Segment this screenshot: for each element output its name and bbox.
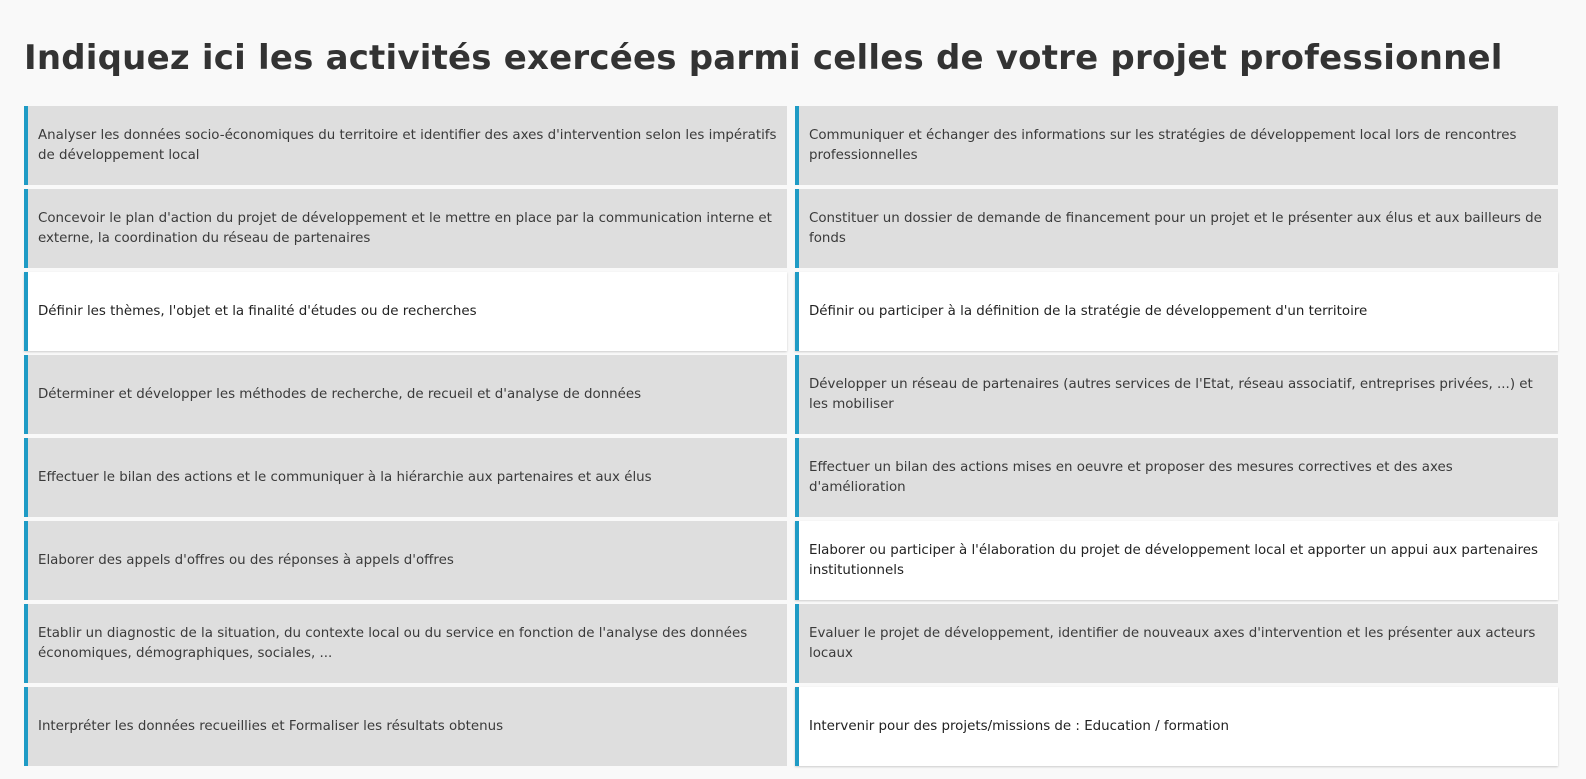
activity-tile[interactable] <box>24 272 787 351</box>
activity-label: Elaborer ou participer à l'élaboration du projet de développement local et apporter un appui aux partenaires institutionnels <box>809 542 1538 578</box>
activity-label: Déterminer et développer les méthodes de recherche, de recueil et d'analyse de données <box>38 386 642 402</box>
activity-label: Intervenir pour des projets/missions de : Education / formation <box>809 718 1229 734</box>
activity-label: Définir ou participer à la définition de la stratégie de développement d'un territoire <box>809 303 1368 319</box>
activity-tile[interactable] <box>24 189 787 268</box>
activity-tile[interactable] <box>24 521 787 600</box>
activity-label: Constituer un dossier de demande de financement pour un projet et le présenter aux élus et aux bailleurs de fonds <box>809 210 1542 246</box>
activity-label: Effectuer un bilan des actions mises en oeuvre et proposer des mesures correctives et des axes d'amélioration <box>809 459 1453 495</box>
page-title: Indiquez ici les activités exercées parmi celles de votre projet professionnel <box>24 38 1503 78</box>
activity-label: Effectuer le bilan des actions et le communiquer à la hiérarchie aux partenaires et aux élus <box>38 469 652 485</box>
activity-label: Interpréter les données recueillies et Formaliser les résultats obtenus <box>38 718 504 734</box>
activity-tile[interactable] <box>24 687 787 766</box>
activity-label: Développer un réseau de partenaires (autres services de l'Etat, réseau associatif, entreprises privées, ...) et les mobiliser <box>809 376 1533 412</box>
activity-label: Concevoir le plan d'action du projet de développement et le mettre en place par la communication interne et externe, la coordination du réseau de partenaires <box>38 210 772 246</box>
activity-label: Elaborer des appels d'offres ou des réponses à appels d'offres <box>38 552 454 568</box>
activity-label: Communiquer et échanger des informations sur les stratégies de développement local lors de rencontres professionnelles <box>809 127 1517 163</box>
activity-tile[interactable] <box>795 604 1558 683</box>
activity-tile[interactable] <box>795 687 1558 766</box>
activity-tile[interactable] <box>795 438 1558 517</box>
activity-tile[interactable] <box>795 189 1558 268</box>
activity-tile[interactable] <box>795 521 1558 600</box>
activity-label: Définir les thèmes, l'objet et la finalité d'études ou de recherches <box>38 303 477 319</box>
activity-label: Etablir un diagnostic de la situation, du contexte local ou du service en fonction de l'analyse des données économiques, démographiques, sociales, ... <box>38 625 748 661</box>
activity-label: Analyser les données socio-économiques du territoire et identifier des axes d'intervention selon les impératifs de développement local <box>38 127 777 163</box>
activity-tile[interactable] <box>795 106 1558 185</box>
activities-grid <box>24 106 1558 766</box>
activity-tile[interactable] <box>24 438 787 517</box>
activity-tile[interactable] <box>24 604 787 683</box>
activity-tile[interactable] <box>24 106 787 185</box>
activity-tile[interactable] <box>795 355 1558 434</box>
activity-tile[interactable] <box>795 272 1558 351</box>
activity-tile[interactable] <box>24 355 787 434</box>
activity-label: Evaluer le projet de développement, identifier de nouveaux axes d'intervention et les présenter aux acteurs locaux <box>809 625 1536 661</box>
